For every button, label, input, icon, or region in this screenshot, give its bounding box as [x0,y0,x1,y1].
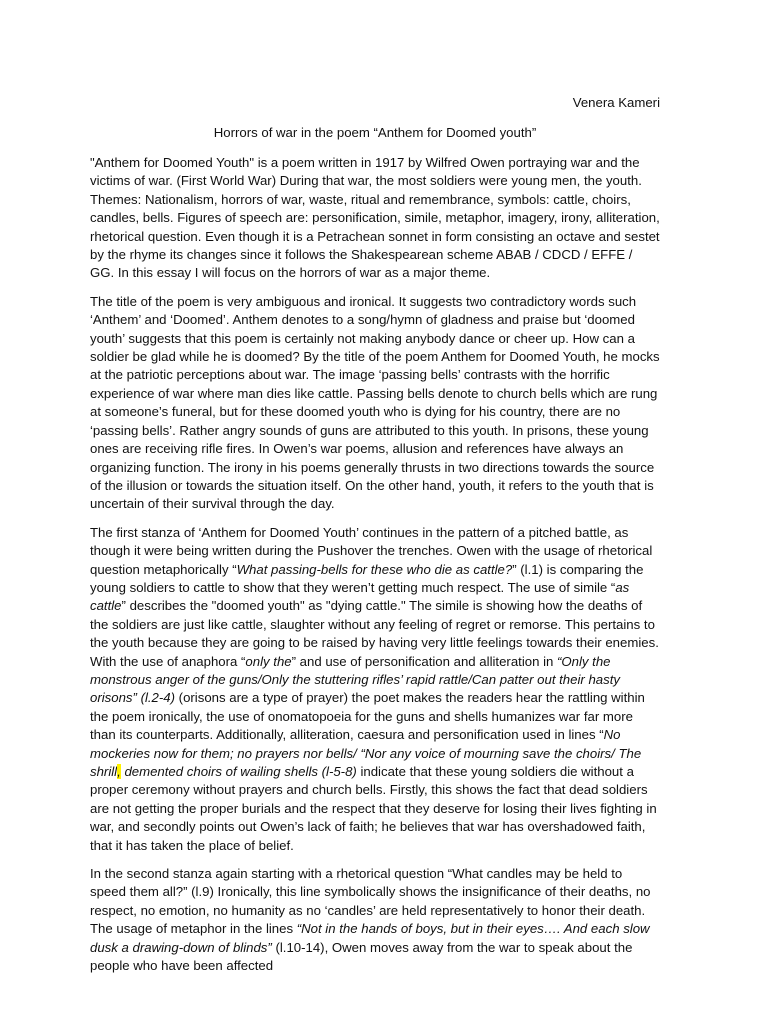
text-run: ” and use of personification and alliteration in [291,653,558,669]
text-run: The first stanza of ‘Anthem for Doomed Youth’ continues in the pattern of a pitched battle, as though it were being written during the Pushover the trenches. Owen with the usage of rhetorical question metaphorically “ [90,524,653,577]
author-name: Venera Kameri [572,95,660,110]
paragraph-3 [90,524,660,855]
italic-quote: demented choirs of wailing shells (l-5-8) [120,764,357,779]
text-run: indicate that these young soldiers die without a proper ceremony without prayers and church bells. Firstly, this shows the fact that dead soldiers are not getting the proper burials and the respect that they deserve for losing their lives fighting in war, and secondly points out Owen’s lack of faith; he believes that war has overshadowed faith, that it has taken the place of belief. [90,764,657,853]
essay-body [90,154,660,975]
italic-quote: as cattle [90,579,630,614]
text-run: ” describes the "doomed youth" as "dying cattle." The simile is showing how the deaths of the soldiers are just like cattle, slaughter without any feeling of regret or remorse. This pertains to the youth because they are going to be raised by having very little feelings towards their enemies. With the use of anaphora “ [90,598,659,669]
text-run: The title of the poem is very ambiguous and ironical. It suggests two contradictory words such ‘Anthem’ and ‘Doomed’. Anthem denotes to a song/hymn of gladness and praise but ‘doomed youth’ suggests that this poem is certainly not making anybody dance or cheer up. How can a soldier be glad while he is doomed? By the title of the poem Anthem for Doomed Youth, he mocks at the patriotic perceptions about war. The image ‘passing bells’ contrasts with the horrific experience of war where man dies like cattle. Passing bells denote to church bells which are rung at someone’s funeral, but for these doomed youth who is dying for his country, there are no ‘passing bells’. Rather angry sounds of guns are attributed to this youth. In prisons, these young ones are receiving rifle fires. In Owen’s war poems, allusion and references have always an organizing function. The irony in his poems generally thrusts in two directions towards the source of the illusion or towards the situation itself. On the other hand, youth, it refers to the youth that is uncertain of their survival through the day. [90,293,660,512]
italic-quote: only the [245,653,292,669]
paragraph-2 [90,293,660,514]
text-run: "Anthem for Doomed Youth" is a poem written in 1917 by Wilfred Owen portraying war and the victims of war. (First World War) During that war, the most soldiers were young men, the youth. Themes: Nationalism, horrors of war, waste, ritual and remembrance, symbols: cattle, choirs, candles, bells. Figures of speech are: personification, simile, metaphor, imagery, irony, alliteration, rhetorical question. Even though it is a Petrachean sonnet in form consisting an octave and sestet by the rhyme its changes since it follows the Shakespearean scheme ABAB / CDCD / EFFE / GG. In this essay I will focus on the horrors of war as a major theme. [90,155,660,281]
text-run: (orisons are a type of prayer) the poet makes the readers hear the rattling within the poem ironically, the use of onomatopoeia for the guns and shells humanizes war far more than its counterparts. Additionally, alliteration, caesura and personification used in lines “ [90,690,645,743]
text-run: (l.10-14), Owen moves away from the war to speak about the people who have been affected [90,939,633,974]
italic-quote: No mockeries now for them; no prayers nor bells/ “Nor any voice of mourning save the choirs/ The shrill [90,727,642,779]
text-run: ” (l.1) is comparing the young soldiers to cattle to show that they weren’t getting much respect. The use of simile “ [90,561,644,595]
essay-title: Horrors of war in the poem “Anthem for Doomed youth” [213,125,537,140]
text-run: In the second stanza again starting with a rhetorical question “What candles may be held to speed them all?” (l.9) Ironically, this line symbolically shows the insignificance of their deaths, no respect, no emotion, no humanity as no ‘candles’ are held representatively to honor their death. The usage of metaphor in the lines [90,866,651,937]
italic-quote: “Not in the hands of boys, but in their eyes…. And each slow dusk a drawing-down of blinds” [90,921,650,955]
italic-quote: “Only the monstrous anger of the guns/Only the stuttering rifles’ rapid rattle/Can patter out their hasty orisons” (l.2-4) [90,653,620,706]
paragraph-1 [90,154,660,283]
italic-quote: , [117,764,121,779]
paragraph-4 [90,865,660,975]
italic-quote: What passing-bells for these who die as cattle? [236,561,513,577]
